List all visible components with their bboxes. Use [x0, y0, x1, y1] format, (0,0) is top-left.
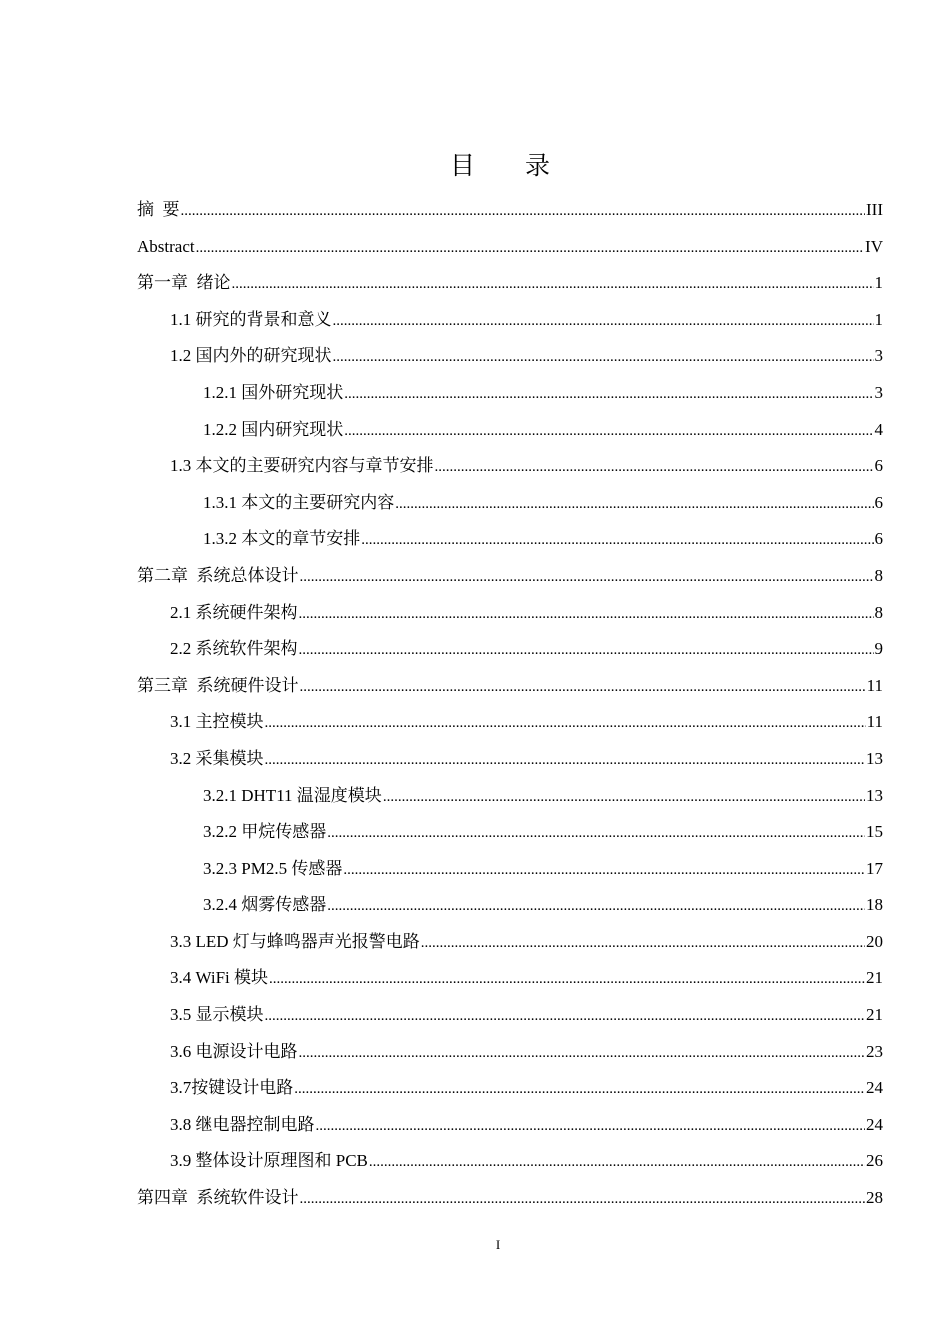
toc-entry-title: 摘 要 — [137, 200, 180, 219]
toc-entry-page: 26 — [866, 1151, 883, 1171]
toc-entry-title: 系统软件架构 — [195, 639, 298, 659]
toc-entry-number: 3.2.4 — [203, 895, 242, 915]
toc-entry-title: LED 灯与蜂鸣器声光报警电路 — [195, 931, 420, 951]
toc-dot-leader — [300, 1181, 866, 1218]
toc-entry[interactable] — [137, 887, 883, 924]
toc-entry-page: IV — [865, 236, 883, 256]
toc-entry-number: 3.3 — [170, 931, 196, 951]
toc-entry-title: 系统硬件架构 — [195, 602, 298, 622]
toc-entry-title: 整体设计原理图和 PCB — [195, 1151, 368, 1171]
toc-dot-leader — [327, 888, 865, 925]
toc-entry[interactable] — [137, 1143, 883, 1180]
toc-entry-title: 本文的主要研究内容 — [241, 492, 395, 512]
toc-dot-leader — [316, 1108, 866, 1145]
toc-entry-page: 17 — [866, 858, 883, 878]
toc-dot-leader — [361, 522, 873, 559]
toc-entry[interactable] — [137, 997, 883, 1034]
toc-entry[interactable] — [137, 448, 883, 485]
toc-entry[interactable] — [137, 595, 883, 632]
toc-entry-page: 21 — [866, 968, 883, 988]
toc-entry-title: 继电器控制电路 — [195, 1114, 315, 1134]
toc-entry[interactable] — [137, 814, 883, 851]
toc-entry-title: 国外研究现状 — [241, 382, 344, 402]
toc-entry-page: 6 — [874, 529, 883, 549]
toc-entry[interactable] — [137, 192, 883, 229]
toc-entry-page: 13 — [866, 785, 883, 805]
toc-dot-leader — [344, 413, 873, 450]
toc-dot-leader — [333, 339, 874, 376]
toc-dot-leader — [435, 449, 874, 486]
toc-entry[interactable] — [137, 412, 883, 449]
toc-dot-leader — [299, 1035, 866, 1072]
toc-entry-title: Abstract — [137, 236, 195, 256]
toc-entry-number: 2.1 — [170, 602, 196, 622]
toc-entry-page: 24 — [866, 1114, 883, 1134]
toc-entry-title: 主控模块 — [195, 712, 264, 732]
toc-entry-title: PM2.5 传感器 — [241, 858, 343, 878]
toc-entry-number: 3.2 — [170, 748, 196, 768]
toc-entry[interactable] — [137, 302, 883, 339]
toc-entry[interactable] — [137, 851, 883, 888]
toc-entry-number: 1.2.2 — [203, 419, 242, 439]
toc-entry-number: 1.2.1 — [203, 382, 242, 402]
toc-dot-leader — [196, 230, 864, 267]
toc-entry[interactable] — [137, 704, 883, 741]
toc-entry-page: 18 — [866, 895, 883, 915]
toc-entry-page: 23 — [866, 1041, 883, 1061]
toc-entry-title: 本文的主要研究内容与章节安排 — [195, 456, 434, 476]
table-of-contents — [137, 192, 883, 1217]
toc-entry-page: 11 — [866, 712, 883, 732]
toc-entry-title: 研究的背景和意义 — [195, 309, 332, 329]
toc-entry[interactable] — [137, 265, 883, 302]
toc-entry[interactable] — [137, 558, 883, 595]
toc-entry-page: 21 — [866, 1005, 883, 1025]
toc-entry[interactable] — [137, 1107, 883, 1144]
toc-entry-number: 3.2.3 — [203, 858, 242, 878]
toc-entry-page: 1 — [874, 309, 883, 329]
toc-dot-leader — [265, 705, 866, 742]
toc-entry[interactable] — [137, 778, 883, 815]
toc-entry-title: 电源设计电路 — [195, 1041, 298, 1061]
toc-entry[interactable] — [137, 338, 883, 375]
toc-entry-title: 本文的章节安排 — [241, 529, 361, 549]
toc-entry[interactable] — [137, 229, 883, 266]
toc-entry-number: 3.7 — [170, 1078, 192, 1098]
toc-entry-title: 显示模块 — [195, 1005, 264, 1025]
toc-entry-number: 3.2.2 — [203, 822, 242, 842]
toc-dot-leader — [265, 998, 866, 1035]
toc-entry-page: III — [866, 200, 883, 219]
toc-entry-page: 3 — [874, 346, 883, 366]
toc-dot-leader — [327, 815, 865, 852]
toc-dot-leader — [421, 925, 865, 962]
toc-entry-page: 8 — [874, 602, 883, 622]
toc-entry[interactable] — [137, 1034, 883, 1071]
toc-entry[interactable] — [137, 741, 883, 778]
toc-entry-title: DHT11 温湿度模块 — [241, 785, 382, 805]
toc-entry-number: 3.9 — [170, 1151, 196, 1171]
page-number: I — [495, 1237, 501, 1252]
toc-entry-page: 28 — [866, 1188, 883, 1208]
toc-dot-leader — [383, 779, 865, 816]
toc-dot-leader — [265, 742, 866, 779]
toc-entry[interactable] — [137, 668, 883, 705]
page-title: 目 录 — [449, 153, 550, 180]
toc-dot-leader — [343, 852, 865, 889]
toc-entry[interactable] — [137, 485, 883, 522]
toc-entry-title: 国内研究现状 — [241, 419, 344, 439]
toc-entry-number: 1.1 — [170, 309, 196, 329]
toc-entry[interactable] — [137, 924, 883, 961]
toc-dot-leader — [344, 376, 873, 413]
toc-entry-number: 1.3.2 — [203, 529, 242, 549]
toc-entry[interactable] — [137, 960, 883, 997]
toc-entry[interactable] — [137, 375, 883, 412]
toc-entry-page: 24 — [866, 1078, 883, 1098]
toc-entry-page: 13 — [866, 748, 883, 768]
toc-entry-page: 3 — [874, 382, 883, 402]
toc-entry-page: 6 — [874, 456, 883, 476]
toc-entry-page: 20 — [866, 931, 883, 951]
toc-dot-leader — [333, 303, 874, 340]
toc-entry-number: 1.3.1 — [203, 492, 242, 512]
toc-entry-title: 甲烷传感器 — [241, 822, 327, 842]
toc-entry-number: 3.4 — [170, 968, 196, 988]
toc-entry[interactable] — [137, 1180, 883, 1217]
toc-entry-number: 3.6 — [170, 1041, 196, 1061]
toc-entry-number: 1.3 — [170, 456, 196, 476]
toc-entry-number: 1.2 — [170, 346, 196, 366]
toc-entry-title: 按键设计电路 — [191, 1078, 294, 1098]
toc-entry-page: 9 — [874, 639, 883, 659]
toc-entry-page: 1 — [874, 273, 883, 293]
toc-dot-leader — [232, 266, 874, 303]
toc-entry-title: WiFi 模块 — [195, 968, 269, 988]
toc-entry-page: 6 — [874, 492, 883, 512]
toc-dot-leader — [294, 1071, 865, 1108]
toc-dot-leader — [181, 193, 866, 230]
toc-dot-leader — [299, 632, 874, 669]
toc-entry-title: 第一章 绪论 — [137, 273, 231, 293]
toc-dot-leader — [299, 596, 874, 633]
toc-dot-leader — [395, 486, 873, 523]
toc-entry-page: 4 — [874, 419, 883, 439]
toc-entry[interactable] — [137, 521, 883, 558]
toc-entry-page: 8 — [874, 565, 883, 585]
toc-dot-leader — [300, 669, 866, 706]
toc-entry-number: 3.5 — [170, 1005, 196, 1025]
toc-entry-title: 国内外的研究现状 — [195, 346, 332, 366]
toc-entry-number: 3.8 — [170, 1114, 196, 1134]
toc-entry-title: 第四章 系统软件设计 — [137, 1188, 299, 1208]
toc-entry-title: 采集模块 — [195, 748, 264, 768]
toc-entry-number: 2.2 — [170, 639, 196, 659]
toc-entry[interactable] — [137, 631, 883, 668]
toc-entry-title: 第二章 系统总体设计 — [137, 565, 299, 585]
toc-entry-title: 烟雾传感器 — [241, 895, 327, 915]
toc-entry-number: 3.2.1 — [203, 785, 242, 805]
toc-dot-leader — [369, 1144, 865, 1181]
toc-entry-number: 3.1 — [170, 712, 196, 732]
toc-entry-page: 11 — [866, 675, 883, 695]
toc-entry-page: 15 — [866, 822, 883, 842]
toc-dot-leader — [269, 961, 865, 998]
toc-dot-leader — [300, 559, 874, 596]
toc-entry-title: 第三章 系统硬件设计 — [137, 675, 299, 695]
toc-entry[interactable] — [137, 1070, 883, 1107]
